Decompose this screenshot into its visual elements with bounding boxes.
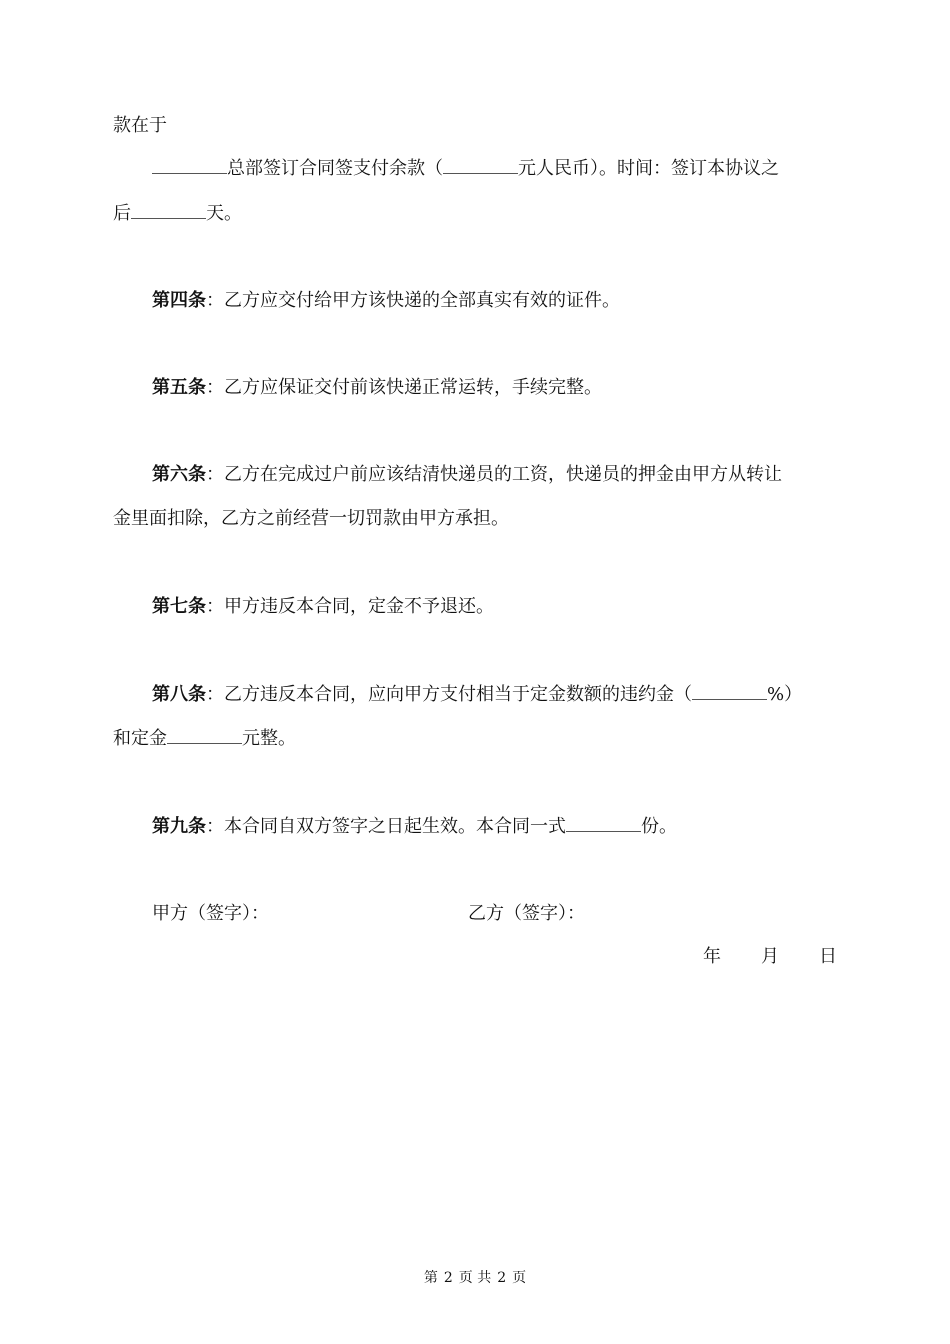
article-6 (152, 463, 782, 487)
party-b-signature (468, 902, 585, 926)
article-colon: ： (206, 290, 224, 311)
fill-in-blank[interactable] (692, 683, 767, 700)
fill-in-blank[interactable] (566, 815, 641, 832)
article-9 (152, 815, 677, 839)
article-8-continued (113, 727, 296, 751)
fill-in-blank[interactable] (167, 727, 242, 744)
article-text: 乙方在完成过户前应该结清快递员的工资，快递员的押金由甲方从转让 (224, 464, 782, 485)
date-day (819, 945, 837, 969)
paragraph-line (113, 114, 167, 138)
article-text: 乙方应交付给甲方该快递的全部真实有效的证件。 (224, 290, 620, 311)
fill-in-blank[interactable] (152, 157, 227, 174)
article-text: 本合同自双方签字之日起生效。本合同一式 (224, 816, 566, 837)
article-label: 第七条 (152, 596, 206, 617)
article-4 (152, 289, 620, 313)
article-6-continued (113, 507, 509, 531)
article-text: 和定金 (113, 728, 167, 749)
date-label: 日 (819, 946, 837, 967)
text-fragment: 元人民币）。时间：签订本协议之 (518, 158, 779, 179)
date-label: 年 (703, 946, 721, 967)
paragraph-line (152, 157, 779, 181)
article-colon: ： (206, 816, 224, 837)
article-text: 元整。 (242, 728, 296, 749)
article-colon: ： (206, 377, 224, 398)
article-label: 第九条 (152, 816, 206, 837)
article-text: 乙方违反本合同，应向甲方支付相当于定金数额的违约金（ (224, 684, 692, 705)
percent-text: %） (767, 684, 803, 705)
paragraph-line (113, 202, 242, 226)
date-year (703, 945, 721, 969)
text-fragment: 总部签订合同签支付余款（ (227, 158, 443, 179)
fill-in-blank[interactable] (443, 157, 518, 174)
article-colon: ： (206, 596, 224, 617)
page-footer (0, 1268, 950, 1288)
article-7 (152, 595, 494, 619)
article-5 (152, 376, 602, 400)
total-pages: 2 (497, 1270, 507, 1286)
article-colon: ： (206, 464, 224, 485)
article-label: 第五条 (152, 377, 206, 398)
text-fragment: 款在于 (113, 115, 167, 136)
signature-label: 乙方（签字）： (468, 903, 585, 924)
footer-suffix: 页 (512, 1270, 527, 1286)
article-text: 乙方应保证交付前该快递正常运转，手续完整。 (224, 377, 602, 398)
article-8 (152, 683, 802, 707)
article-text: 甲方违反本合同，定金不予退还。 (224, 596, 494, 617)
party-a-signature (152, 902, 269, 926)
signature-label: 甲方（签字）： (152, 903, 269, 924)
text-fragment: 后 (113, 203, 131, 224)
footer-prefix: 第 (423, 1270, 438, 1286)
current-page: 2 (443, 1270, 453, 1286)
footer-mid: 页 共 (458, 1270, 492, 1286)
article-text: 份。 (641, 816, 677, 837)
fill-in-blank[interactable] (131, 202, 206, 219)
article-colon: ： (206, 684, 224, 705)
date-label: 月 (761, 946, 779, 967)
date-month (761, 945, 779, 969)
article-text: 金里面扣除，乙方之前经营一切罚款由甲方承担。 (113, 508, 509, 529)
text-fragment: 天。 (206, 203, 242, 224)
article-label: 第四条 (152, 290, 206, 311)
article-label: 第六条 (152, 464, 206, 485)
article-label: 第八条 (152, 684, 206, 705)
